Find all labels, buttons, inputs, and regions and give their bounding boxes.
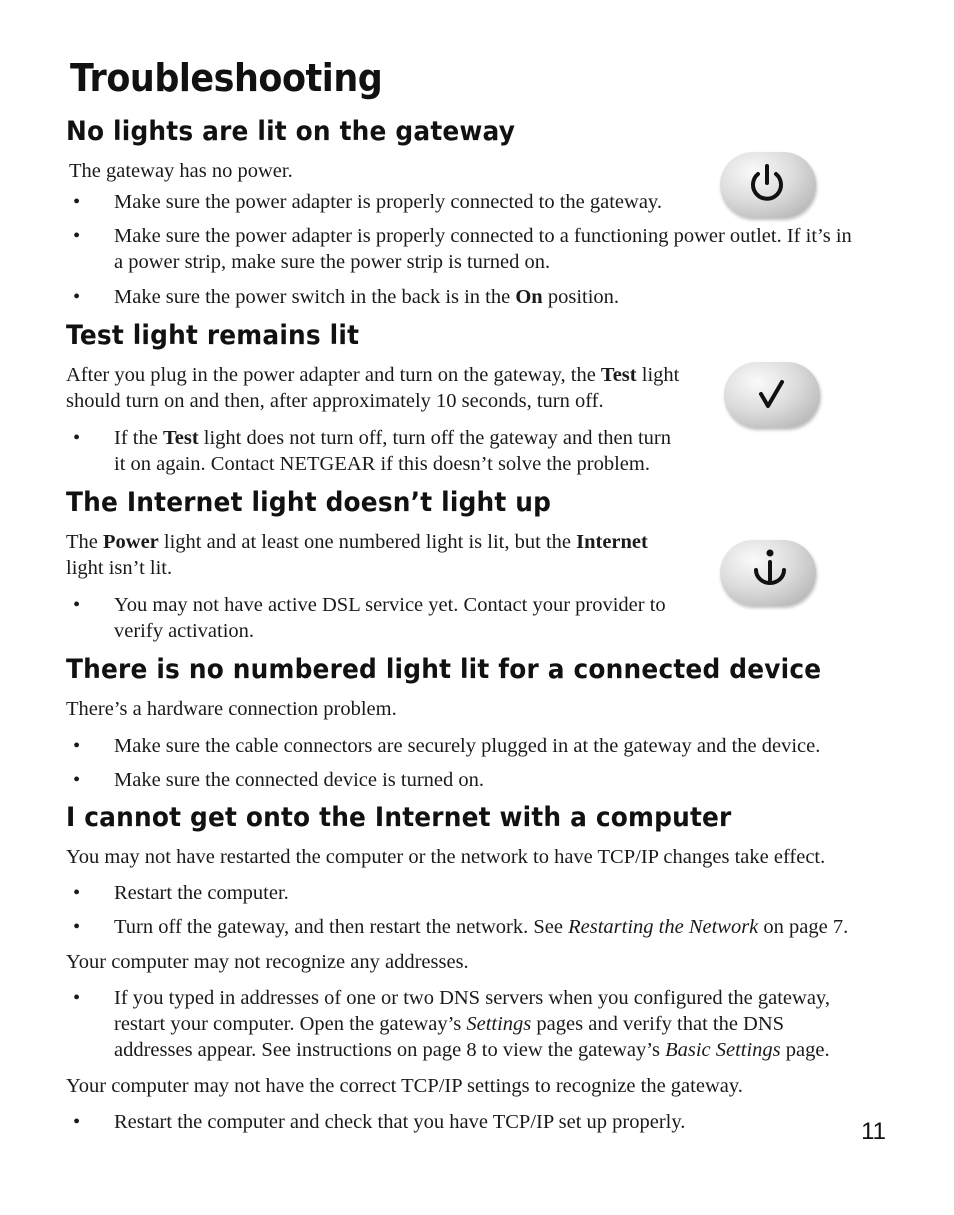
heading-no-lights: No lights are lit on the gateway (66, 116, 516, 147)
s4-intro: There’s a hardware connection problem. (66, 698, 397, 720)
heading-test-light: Test light remains lit (66, 320, 360, 351)
power-icon (720, 152, 816, 218)
heading-internet-light: The Internet light doesn’t light up (66, 487, 552, 518)
s5-paragraph-1: You may not have restarted the computer or the network to have TCP/IP changes take effect. (66, 846, 826, 868)
heading-no-numbered-light: There is no numbered light lit for a connected device (66, 654, 822, 685)
s2-paragraph: After you plug in the power adapter and turn on the gateway, the Test light should turn on and then, after approximately 10 seconds, turn off. (66, 364, 680, 412)
page-number: 11 (861, 1118, 886, 1145)
s5-paragraph-3: Your computer may not have the correct TCP/IP settings to recognize the gateway. (66, 1075, 743, 1097)
internet-icon (720, 540, 816, 606)
s5-paragraph-2: Your computer may not recognize any addresses. (66, 951, 469, 973)
heading-cannot-get-online: I cannot get onto the Internet with a computer (66, 802, 732, 833)
s3-paragraph: The Power light and at least one numbered light is lit, but the Internet light isn’t lit. (66, 531, 648, 579)
page-title: Troubleshooting (70, 56, 383, 100)
s1-intro: The gateway has no power. (69, 160, 293, 182)
checkmark-icon (724, 362, 820, 428)
